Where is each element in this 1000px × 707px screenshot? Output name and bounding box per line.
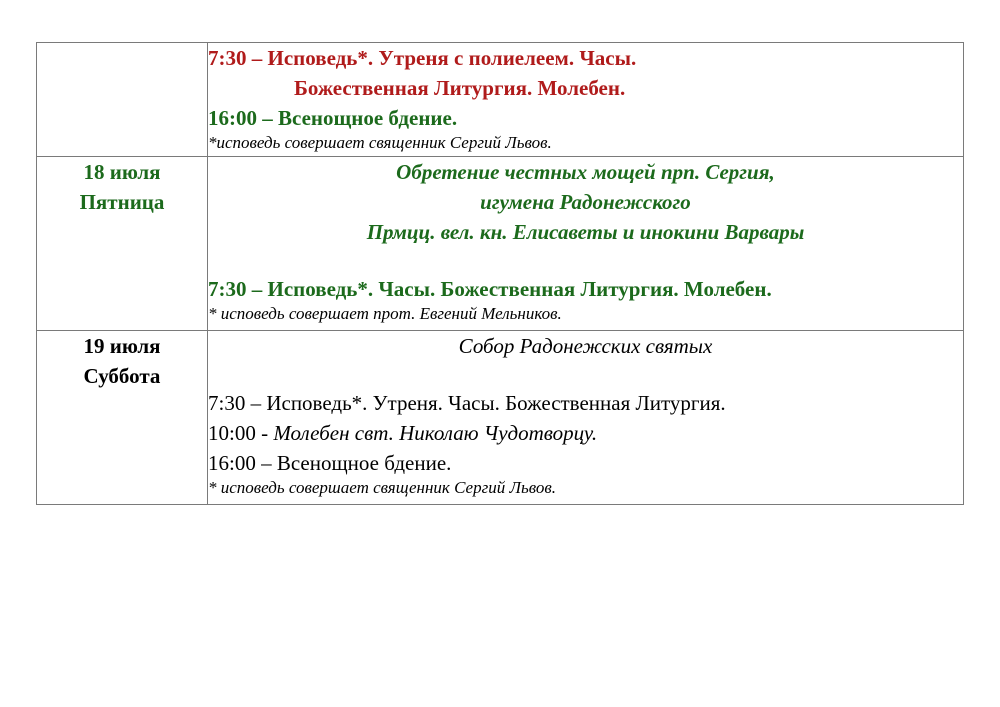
- weekday-label: Пятница: [79, 190, 165, 214]
- table-row: [37, 157, 964, 331]
- spacer: [208, 247, 963, 274]
- feast-line: игумена Радонежского: [480, 190, 691, 214]
- moleben-line: [208, 418, 963, 448]
- confession-note: * исповедь совершает прот. Евгений Мельников.: [208, 304, 562, 323]
- services-cell: [208, 157, 964, 331]
- service-line: 7:30 – Исповедь*. Утреня. Часы. Божественная Литургия.: [208, 391, 726, 415]
- service-line: Божественная Литургия. Молебен.: [294, 76, 626, 100]
- moleben-time: 10:00 -: [208, 421, 274, 445]
- confession-note: *исповедь совершает священник Сергий Львов.: [208, 133, 552, 152]
- feast-line: Прмцц. вел. кн. Елисаветы и инокини Варвары: [366, 220, 805, 244]
- service-line: 7:30 – Исповедь*. Часы. Божественная Литургия. Молебен.: [208, 277, 772, 301]
- service-line: 7:30 – Исповедь*. Утреня с полиелеем. Часы.: [208, 46, 637, 70]
- schedule-table: [36, 42, 964, 505]
- date-cell: [37, 43, 208, 157]
- feast-line: Обретение честных мощей прп. Сергия,: [396, 160, 775, 184]
- feast-line: Собор Радонежских святых: [458, 334, 713, 358]
- date-label: 19 июля: [83, 334, 161, 358]
- weekday-label: Суббота: [83, 364, 161, 388]
- confession-note: * исповедь совершает священник Сергий Львов.: [208, 478, 557, 497]
- spacer: [208, 361, 963, 388]
- moleben-text: Молебен свт. Николаю Чудотворцу.: [273, 421, 598, 445]
- table-row: [37, 43, 964, 157]
- services-cell: [208, 43, 964, 157]
- date-cell: [37, 331, 208, 505]
- date-label: 18 июля: [83, 160, 161, 184]
- date-cell: [37, 157, 208, 331]
- services-cell: [208, 331, 964, 505]
- vigil-line: 16:00 – Всенощное бдение.: [208, 451, 452, 475]
- service-line: 16:00 – Всенощное бдение.: [208, 106, 458, 130]
- table-row: [37, 331, 964, 505]
